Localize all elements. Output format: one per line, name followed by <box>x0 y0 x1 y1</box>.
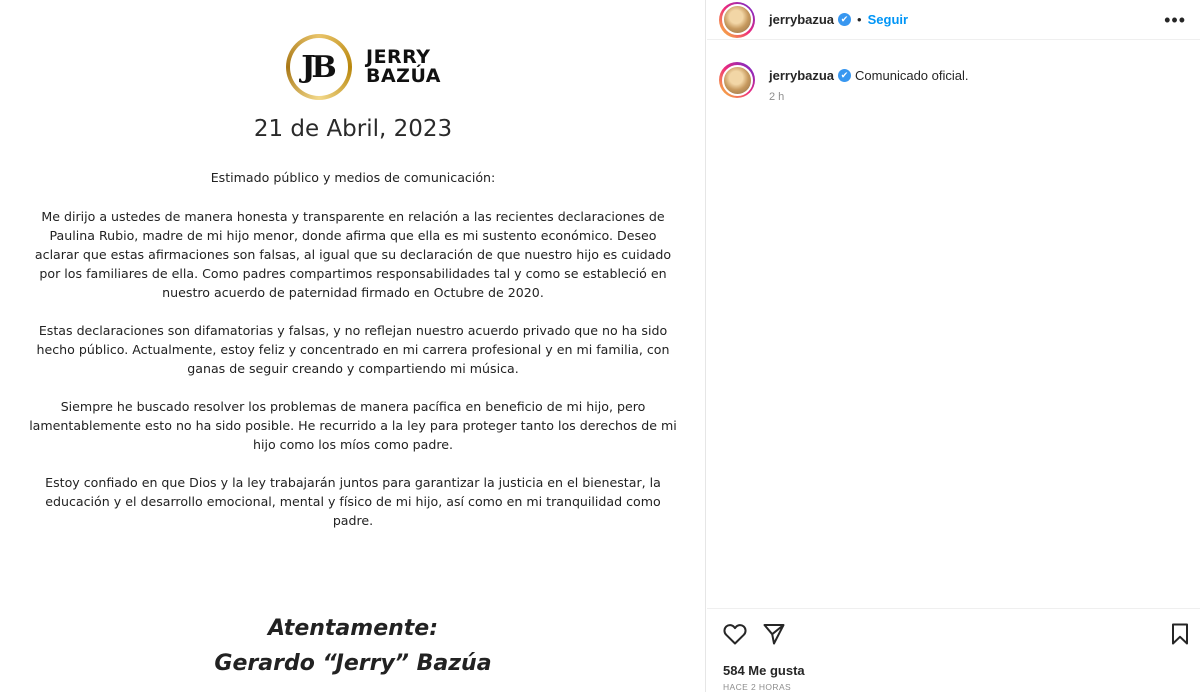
caption-timestamp[interactable]: 2 h <box>769 91 785 103</box>
verified-badge-icon: ✔ <box>838 13 851 26</box>
caption-avatar[interactable] <box>719 62 755 98</box>
logo-line-2: BAZÚA <box>366 65 442 87</box>
statement-date: 21 de Abril, 2023 <box>253 116 453 142</box>
statement-greeting: Estimado público y medios de comunicación: <box>210 170 496 185</box>
more-options-icon[interactable]: ••• <box>1164 10 1186 30</box>
avatar[interactable] <box>719 2 755 38</box>
avatar-photo <box>722 4 753 35</box>
post-actions <box>707 608 1200 658</box>
post-header <box>707 0 1200 40</box>
caption-verified-badge-icon: ✔ <box>838 69 851 82</box>
share-icon[interactable] <box>763 623 785 650</box>
caption-body <box>769 68 969 103</box>
header-username[interactable]: jerrybazua <box>769 12 835 27</box>
post-side-panel <box>707 0 1200 692</box>
caption <box>719 60 969 103</box>
caption-text: Comunicado oficial. <box>855 68 969 83</box>
bookmark-icon[interactable] <box>1171 623 1189 650</box>
header-separator: • <box>857 12 862 27</box>
statement-paragraph-2: Estas declaraciones son difamatorias y falsas, y no reflejan nuestro acuerdo privado que no ha sido hecho público. Actualmente, estoy feliz y concentrado en mi carrera profesional y en mi familia, con ganas de seguir creando y compartiendo mi música. <box>36 323 670 376</box>
statement-body <box>28 168 678 549</box>
heart-icon[interactable] <box>723 623 747 650</box>
caption-avatar-photo <box>722 65 753 96</box>
statement-paragraph-1: Me dirijo a ustedes de manera honesta y transparente en relación a las recientes declaraciones de Paulina Rubio, madre de mi hijo menor, donde afirma que ella es mi sustento económico. Deseo aclarar que estas afirmaciones son falsas, al igual que su declaración de que nuestro hijo es cuidado por los familiares de ella. Como padres compartimos responsabilidades tal y como se estableció en nuestro acuerdo de paternidad firmado en Octubre de 2020. <box>34 209 672 300</box>
signoff-name: Gerardo “Jerry” Bazúa <box>214 651 492 676</box>
likes-count[interactable]: 584 Me gusta <box>723 663 805 678</box>
caption-line <box>769 68 969 83</box>
brand-logo <box>286 32 441 102</box>
logo-seal <box>286 34 352 100</box>
logo-wordmark <box>366 48 441 86</box>
posted-ago: HACE 2 HORAS <box>723 682 792 692</box>
caption-username[interactable]: jerrybazua <box>769 68 835 83</box>
logo-line-1: JERRY <box>366 46 431 68</box>
follow-button[interactable]: Seguir <box>867 12 909 27</box>
logo-initials: JB <box>290 38 348 96</box>
signoff-salutation: Atentamente: <box>267 616 439 641</box>
statement-paragraph-4: Estoy confiado en que Dios y la ley trabajarán juntos para garantizar la justicia en el bienestar, la educación y el desarrollo emocional, mental y físico de mi hijo, así como en mi tranquilidad como padre. <box>45 475 661 528</box>
statement-paragraph-3: Siempre he buscado resolver los problemas de manera pacífica en beneficio de mi hijo, pero lamentablemente esto no ha sido posible. He recurrido a la ley para proteger tanto los derechos de mi hijo como los míos como padre. <box>29 399 677 452</box>
